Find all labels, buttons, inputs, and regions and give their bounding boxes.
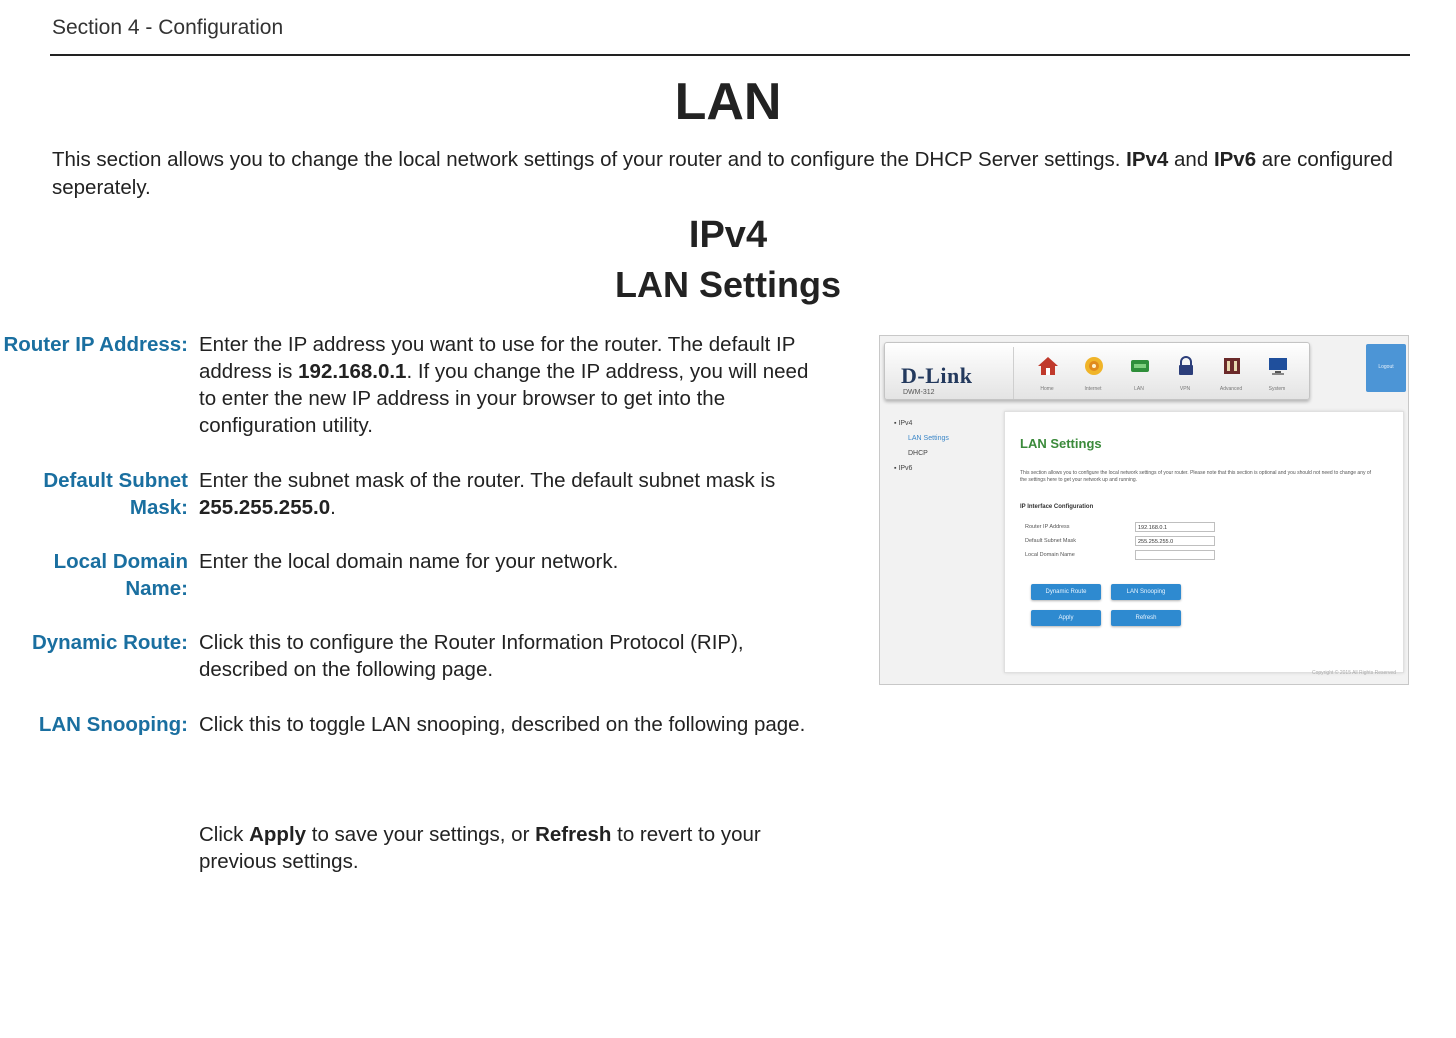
- section-header: Section 4 - Configuration: [52, 16, 284, 39]
- dynamic-route-button[interactable]: Dynamic Route: [1031, 584, 1101, 600]
- intro-paragraph: [52, 146, 1412, 202]
- subnet-mask-label: Default Subnet Mask: [1025, 538, 1077, 544]
- desc-router-ip-text: Enter the IP address you want to use for the router. The default IP address is: [199, 333, 796, 383]
- intro-after: are configured seperately.: [52, 148, 1393, 199]
- subnet-mask-input[interactable]: 255.255.255.0: [1135, 536, 1215, 546]
- nav-system-label: System: [1268, 386, 1286, 392]
- term-lan-snooping: LAN Snooping:: [38, 713, 188, 736]
- sidebar-item-ipv4[interactable]: ▪ IPv4: [894, 420, 913, 427]
- desc-router-ip-after: . If you change the IP address, you will need to enter the new IP address in your browser to get into the configuration utility.: [199, 360, 809, 437]
- home-icon: [1037, 355, 1059, 377]
- desc-lan-snooping: Click this to toggle LAN snooping, described on the following page.: [199, 713, 806, 736]
- nav-home[interactable]: [1027, 353, 1067, 399]
- desc-dynamic-route: Click this to configure the Router Information Protocol (RIP), described on the following page.: [199, 631, 744, 681]
- globe-icon: [1083, 355, 1105, 377]
- router-ip-input[interactable]: 192.168.0.1: [1135, 522, 1215, 532]
- advanced-icon: [1221, 355, 1243, 377]
- desc-subnet-text: Enter the subnet mask of the router. The default subnet mask is: [199, 469, 776, 492]
- default-ip-value: 192.168.0.1: [298, 360, 407, 383]
- apply-note-after: to revert to your previous settings.: [199, 823, 761, 873]
- router-header-bar: [884, 342, 1310, 400]
- term-domain-line2: Name:: [125, 577, 188, 600]
- desc-domain: Enter the local domain name for your network.: [199, 550, 619, 573]
- apply-note-refresh: Refresh: [535, 823, 612, 846]
- term-domain-line1: Local Domain: [53, 550, 188, 573]
- logout-button[interactable]: [1366, 344, 1406, 392]
- apply-note-text: [199, 821, 789, 875]
- ip-interface-heading: IP Interface Configuration: [1020, 504, 1094, 510]
- sidebar-menu: [894, 420, 1004, 480]
- section-subtitle: IPv4: [688, 214, 768, 256]
- default-subnet-value: 255.255.255.0: [199, 496, 331, 519]
- nav-home-label: Home: [1040, 386, 1054, 392]
- desc-subnet-after: .: [330, 496, 336, 519]
- refresh-button[interactable]: Refresh: [1111, 610, 1181, 626]
- nav-internet-label: Internet: [1084, 386, 1102, 392]
- apply-note-apply: Apply: [249, 823, 307, 846]
- page-title: LAN: [674, 73, 782, 131]
- intro-and: and: [1168, 148, 1214, 171]
- intro-text: This section allows you to change the local network settings of your router and to configure the DHCP Server settings.: [52, 148, 1127, 171]
- sidebar-item-dhcp[interactable]: DHCP: [908, 450, 928, 457]
- term-dynamic-route: Dynamic Route:: [31, 631, 188, 654]
- term-router-ip: Router IP Address:: [3, 333, 188, 356]
- term-domain: [0, 548, 188, 602]
- intro-ipv4: IPv4: [1126, 148, 1169, 171]
- desc-router-ip: [199, 331, 809, 439]
- apply-note-mid: to save your settings, or: [306, 823, 536, 846]
- lock-icon: [1175, 355, 1197, 377]
- nav-advanced-label: Advanced: [1219, 386, 1243, 392]
- copyright-text: Copyright © 2015 All Rights Reserved: [1311, 670, 1396, 676]
- router-ui-screenshot: [879, 335, 1409, 685]
- apply-note-click: Click: [199, 823, 250, 846]
- router-ip-label: Router IP Address: [1025, 524, 1070, 530]
- monitor-icon: [1267, 355, 1289, 377]
- lan-icon: [1129, 355, 1151, 377]
- nav-system[interactable]: [1257, 353, 1297, 399]
- nav-internet[interactable]: [1073, 353, 1113, 399]
- sidebar-item-ipv6[interactable]: ▪ IPv6: [894, 465, 913, 472]
- nav-lan-label: LAN: [1134, 386, 1144, 392]
- header-separator: [1013, 347, 1014, 399]
- settings-title: LAN Settings: [1020, 436, 1102, 451]
- lan-snooping-button[interactable]: LAN Snooping: [1111, 584, 1181, 600]
- intro-ipv6: IPv6: [1213, 148, 1257, 171]
- sidebar-ipv6-label: IPv6: [898, 465, 913, 472]
- model-number: DWM-312: [903, 389, 935, 396]
- sidebar-ipv4-label: IPv4: [898, 420, 913, 427]
- header-divider: [50, 54, 1410, 56]
- settings-panel: [1004, 411, 1404, 673]
- settings-description: This section allows you to configure the local network settings of your router. Please note that this section is optional and you should not need to change any of the settings here to get your network up and running.: [1020, 470, 1372, 483]
- sidebar-item-lan-settings[interactable]: LAN Settings: [908, 435, 949, 442]
- logout-label: Logout: [1378, 364, 1394, 370]
- apply-button[interactable]: Apply: [1031, 610, 1101, 626]
- domain-name-input[interactable]: [1135, 550, 1215, 560]
- nav-vpn-label: VPN: [1179, 386, 1191, 392]
- section-subheading: LAN Settings: [614, 264, 841, 305]
- nav-advanced[interactable]: [1211, 353, 1251, 399]
- term-subnet-line1: Default Subnet: [43, 469, 188, 492]
- nav-lan[interactable]: [1119, 353, 1159, 399]
- term-subnet-line2: Mask:: [129, 496, 188, 519]
- dlink-logo: D-Link: [901, 363, 973, 388]
- domain-name-label: Local Domain Name: [1025, 552, 1075, 558]
- term-subnet: [0, 467, 188, 521]
- nav-vpn[interactable]: [1165, 353, 1205, 399]
- desc-subnet: [199, 467, 809, 521]
